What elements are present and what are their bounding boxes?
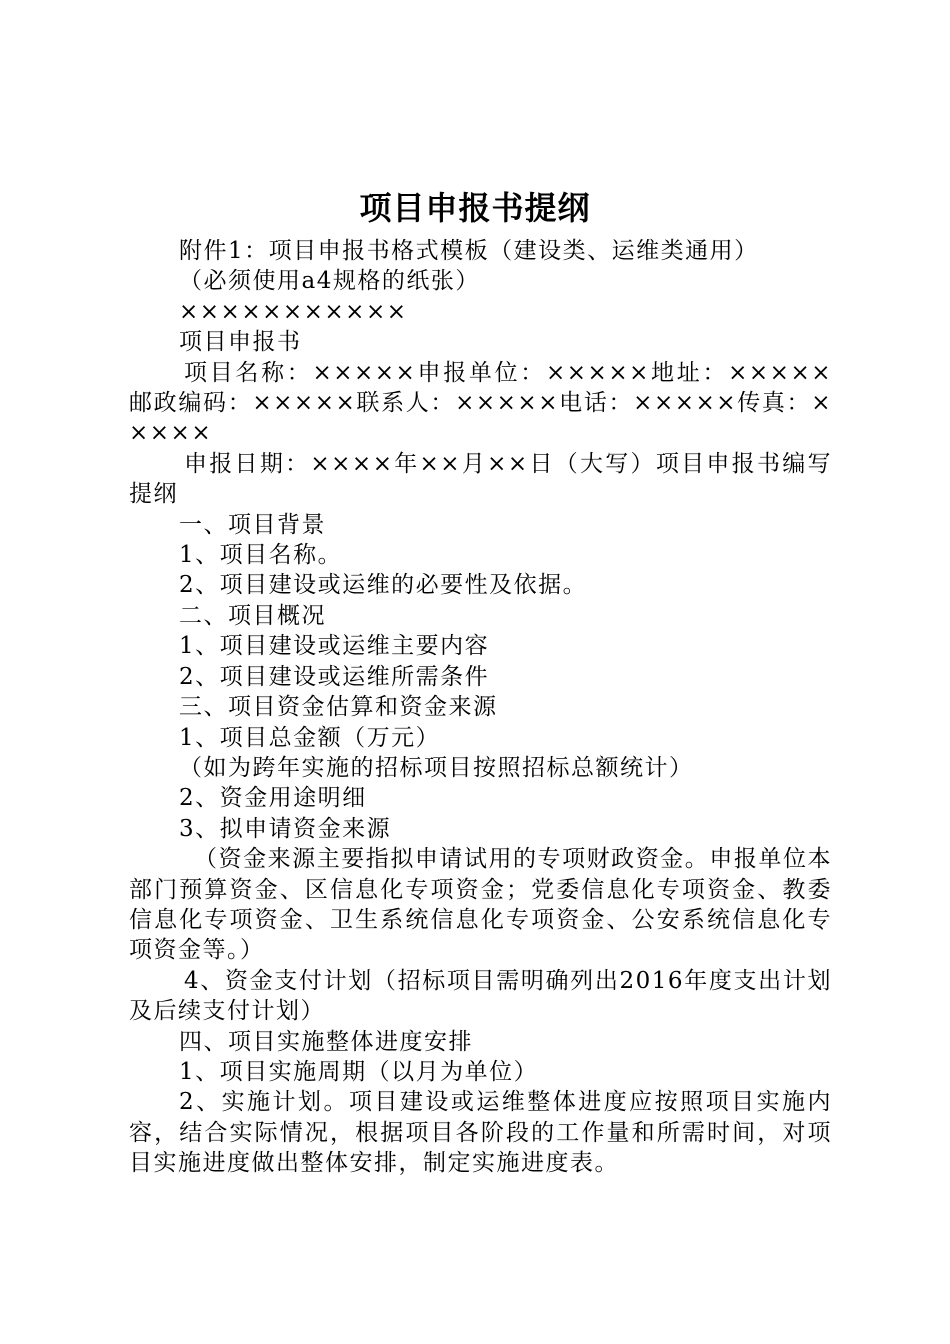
section-heading: 四、项目实施整体进度安排 bbox=[179, 1028, 473, 1055]
paper-size-note: （必须使用a4规格的纸张） bbox=[179, 268, 480, 295]
placeholder-line: ××××××××××× bbox=[179, 298, 408, 325]
section-heading: 一、项目背景 bbox=[179, 511, 326, 538]
list-item: 1、项目总金额（万元） bbox=[179, 724, 441, 751]
document-title: 项目申报书提纲 bbox=[359, 189, 591, 227]
list-item: 2、资金用途明细 bbox=[179, 785, 367, 812]
list-item: 1、项目名称。 bbox=[179, 542, 343, 569]
section-heading: 二、项目概况 bbox=[179, 602, 326, 629]
document-body bbox=[129, 236, 832, 1179]
funding-source-note: （资金来源主要指拟申请试用的专项财政资金。申报单位本部门预算资金、区信息化专项资金；党委信息化专项资金、教委信息化专项资金、卫生系统信息化专项资金、公安系统信息化专项资金等。） bbox=[129, 846, 832, 964]
list-item: 2、项目建设或运维所需条件 bbox=[179, 663, 490, 690]
section-heading: 三、项目资金估算和资金来源 bbox=[179, 694, 498, 721]
list-item: 1、项目建设或运维主要内容 bbox=[179, 633, 490, 660]
list-item: 2、项目建设或运维的必要性及依据。 bbox=[179, 572, 588, 599]
application-date-paragraph: 申报日期：××××年××月××日（大写）项目申报书编写提纲 bbox=[129, 450, 832, 508]
applicant-info-paragraph: 项目名称：×××××申报单位：×××××地址：×××××邮政编码：×××××联系人：×××××电话：×××××传真：××××× bbox=[129, 359, 832, 447]
payment-plan-item: 4、资金支付计划（招标项目需明确列出2016年度支出计划及后续支付计划） bbox=[129, 967, 832, 1025]
note-paragraph: （如为跨年实施的招标项目按照招标总额统计） bbox=[179, 754, 694, 781]
application-label: 项目申报书 bbox=[179, 329, 302, 356]
list-item: 1、项目实施周期（以月为单位） bbox=[179, 1058, 539, 1085]
implementation-plan-paragraph: 2、实施计划。项目建设或运维整体进度应按照项目实施内容，结合实际情况，根据项目各阶段的工作量和所需时间，对项目实施进度做出整体安排，制定实施进度表。 bbox=[129, 1089, 832, 1177]
list-item: 3、拟申请资金来源 bbox=[179, 815, 392, 842]
attachment-heading: 附件1：项目申报书格式模板（建设类、运维类通用） bbox=[179, 238, 759, 264]
